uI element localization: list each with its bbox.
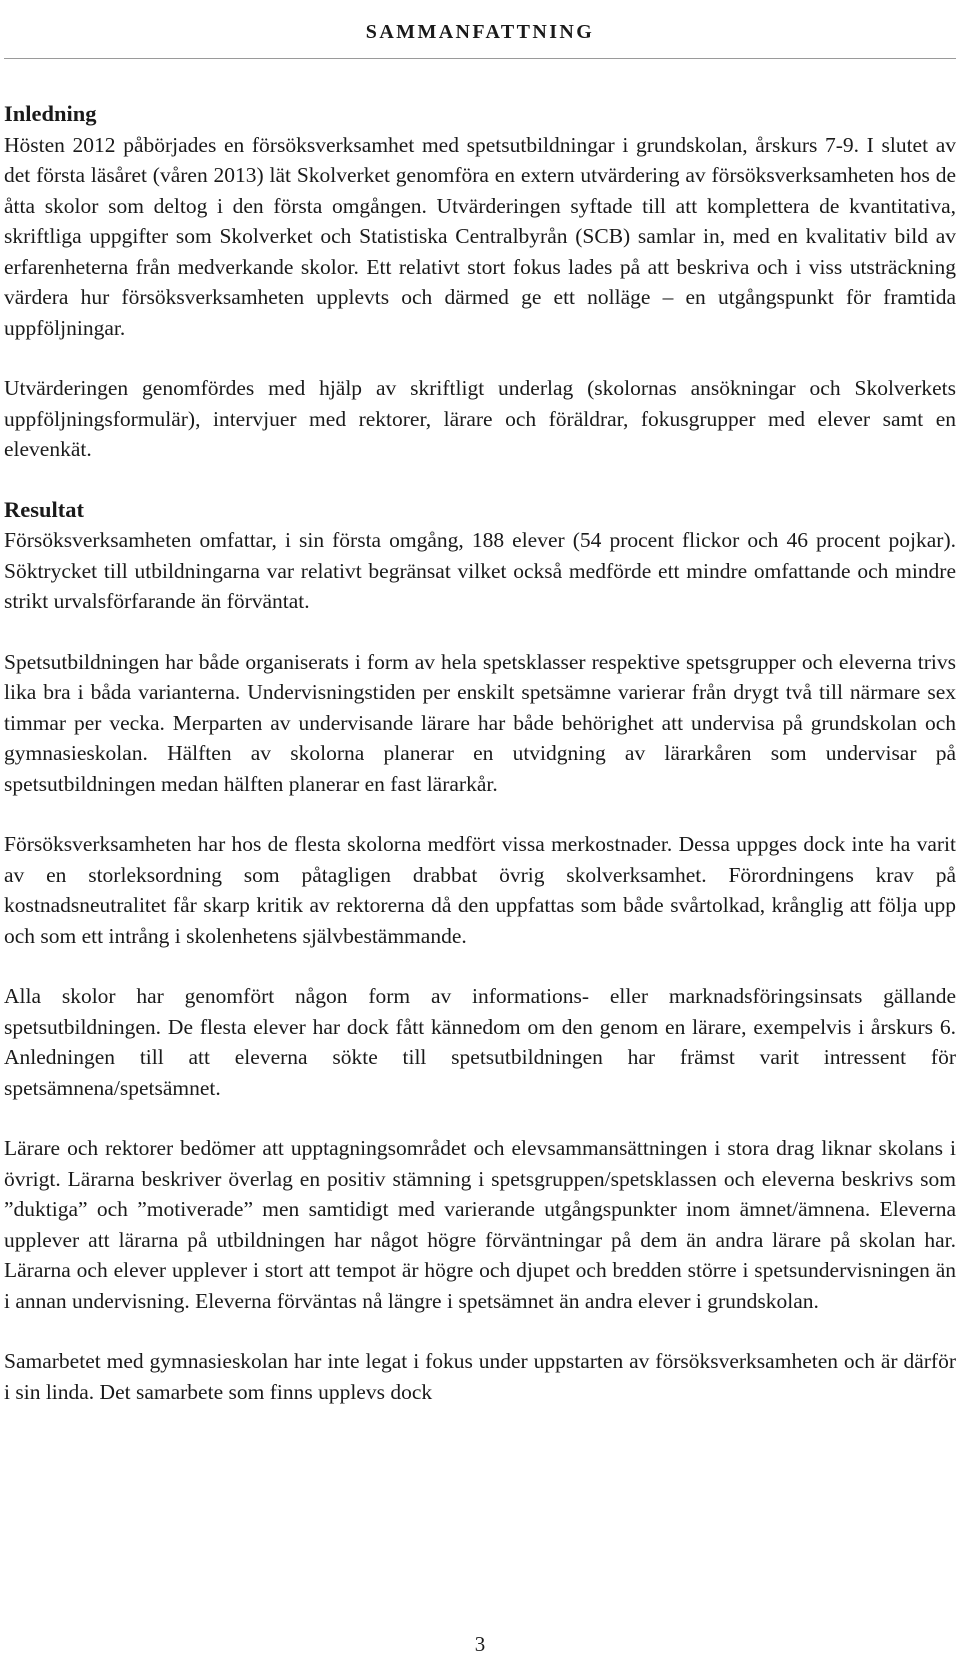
section-resultat: [4, 495, 956, 1408]
section-inledning: [4, 99, 956, 465]
document-page: [4, 0, 956, 1656]
paragraph: Lärare och rektorer bedömer att upptagningsområdet och elevsammansättningen i stora drag liknar skolans i övrigt. Lärarna beskriver överlag en positiv stämning i spetsgruppen/spetsklassen och eleverna beskrivs som ”duktiga” och ”motiverade” men samtidigt med varierande utgångspunkter inom ämnet/ämnena. Eleverna upplever att lärarna på utbildningen har något högre förväntningar på dem än andra lärare på skolan har. Lärarna och elever upplever i stort att tempot är högre och djupet och bredden större i spetsundervisningen än i annan undervisning. Eleverna förväntas nå längre i spetsämnet än andra elever i grundskolan.: [4, 1136, 956, 1313]
paragraph: Alla skolor har genomfört någon form av informations- eller marknadsföringsinsats gällande spetsutbildningen. De flesta elever har dock fått kännedom om den genom en lärare, exempelvis i årskurs 6. Anledningen till att eleverna sökte till spetsutbildningen har främst varit intressent för spetsämnena/spetsämnet.: [4, 984, 956, 1100]
paragraph: Samarbetet med gymnasieskolan har inte legat i fokus under uppstarten av försöksverksamheten och är därför i sin linda. Det samarbete som finns upplevs dock: [4, 1349, 956, 1404]
running-header: SAMMANFATTNING: [365, 21, 595, 43]
header-divider: [4, 58, 956, 59]
section-heading-resultat: Resultat: [4, 496, 84, 522]
paragraph: Spetsutbildningen har både organiserats i form av hela spetsklasser respektive spetsgrupper och eleverna trivs lika bra i båda varianterna. Undervisningstiden per enskilt spetsämne varierar från drygt två till närmare sex timmar per vecka. Merparten av undervisande lärare har både behörighet att undervisa på grundskolan och gymnasieskolan. Hälften av skolorna planerar en utvidgning av lärarkåren som undervisar på spetsutbildningen medan hälften planerar en fast lärarkår.: [4, 649, 956, 796]
paragraph: Försöksverksamheten omfattar, i sin första omgång, 188 elever (54 procent flickor och 46 procent pojkar). Söktrycket till utbildningarna var relativt begränsat vilket också medförde ett mindre omfattande och mindre strikt urvalsförfarande än förväntat.: [4, 528, 956, 613]
page-number: 3: [474, 1632, 486, 1656]
paragraph: Hösten 2012 påbörjades en försöksverksamhet med spetsutbildningar i grundskolan, årskurs 7-9. I slutet av det första läsåret (våren 2013) lät Skolverket genomföra en extern utvärdering av försöksverksamheten hos de åtta skolor som deltog i den första omgången. Utvärderingen syftade till att komplettera de kvantitativa, skriftliga uppgifter som Skolverket och Statistiska Centralbyrån (SCB) samlar in, med en kvalitativ bild av erfarenheterna från medverkande skolor. Ett relativt stort fokus lades på att beskriva och i viss utsträckning värdera hur försöksverksamheten upplevts och därmed ge ett nolläge – en utgångspunkt för framtida uppföljningar.: [4, 132, 956, 340]
paragraph: Försöksverksamheten har hos de flesta skolorna medfört vissa merkostnader. Dessa uppges dock inte ha varit av en storleksordning som påtagligen drabbat övrig skolverksamhet. Förordningens krav på kostnadsneutralitet får skarp kritik av rektorerna då den uppfattas som både svårtolkad, krånglig att följa upp och som ett intrång i skolenhetens självbestämmande.: [4, 832, 956, 948]
section-heading-inledning: Inledning: [4, 101, 97, 126]
paragraph: Utvärderingen genomfördes med hjälp av skriftligt underlag (skolornas ansökningar och Skolverkets uppföljningsformulär), intervjuer med rektorer, lärare och föräldrar, fokusgrupper med elever samt en elevenkät.: [4, 376, 956, 461]
document-body: [4, 99, 956, 1407]
